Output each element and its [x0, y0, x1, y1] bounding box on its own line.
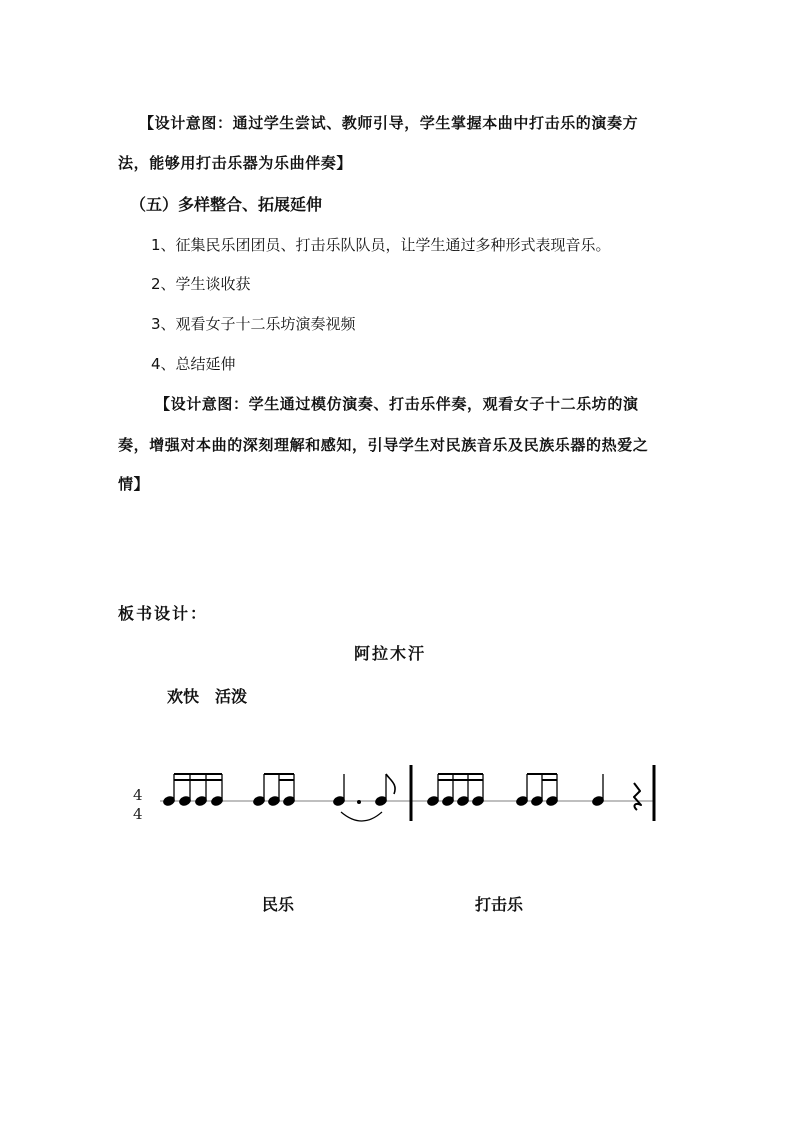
tied-notes: [332, 774, 395, 821]
eighth-flag: [386, 774, 395, 794]
sixteenth-group-2: [426, 773, 485, 807]
design-intent-1-line-1: 【设计意图：通过学生尝试、教师引导，学生掌握本曲中打击乐的演奏方: [139, 114, 639, 132]
design-intent-2-line-2: 奏，增强对本曲的深刻理解和感知，引导学生对民族音乐及民族乐器的热爱之: [118, 436, 649, 454]
beam: [279, 779, 294, 781]
augmentation-dot: [357, 800, 361, 804]
section-5-heading: （五）多样整合、拓展延伸: [130, 195, 323, 214]
design-intent-2-line-3: 情】: [118, 475, 150, 493]
beam: [174, 773, 222, 775]
time-signature-bottom: 4: [133, 805, 143, 823]
section-5-item-2: 2、学生谈收获: [151, 275, 251, 293]
time-signature-top: 4: [133, 786, 143, 804]
part-label-percussion: 打击乐: [475, 895, 524, 914]
beam: [527, 773, 557, 775]
song-title: 阿拉木汗: [354, 644, 427, 663]
design-intent-2-line-1: 【设计意图：学生通过模仿演奏、打击乐伴奏，观看女子十二乐坊的演: [155, 395, 639, 413]
design-intent-1-line-2: 法，能够用打击乐器为乐曲伴奏】: [118, 154, 353, 172]
tempo-marking: 欢快 活泼: [167, 687, 248, 706]
eighth-sixteenth-group-2: [515, 773, 559, 807]
section-5-item-3: 3、观看女子十二乐坊演奏视频: [151, 315, 356, 333]
quarter-rest: [634, 783, 641, 810]
eighth-sixteenth-group-1: [252, 773, 296, 807]
section-5-item-1: 1、征集民乐团团员、打击乐队队员，让学生通过多种形式表现音乐。: [151, 236, 611, 254]
beam: [542, 779, 557, 781]
part-label-minyue: 民乐: [262, 895, 295, 914]
beam: [438, 773, 483, 775]
beam: [438, 779, 483, 781]
sixteenth-group-1: [162, 773, 224, 807]
tie: [341, 812, 382, 821]
beam: [264, 773, 294, 775]
board-design-label: 板书设计：: [118, 604, 209, 623]
section-5-item-4: 4、总结延伸: [151, 355, 236, 373]
beam: [174, 779, 222, 781]
quarter-note: [591, 774, 605, 807]
